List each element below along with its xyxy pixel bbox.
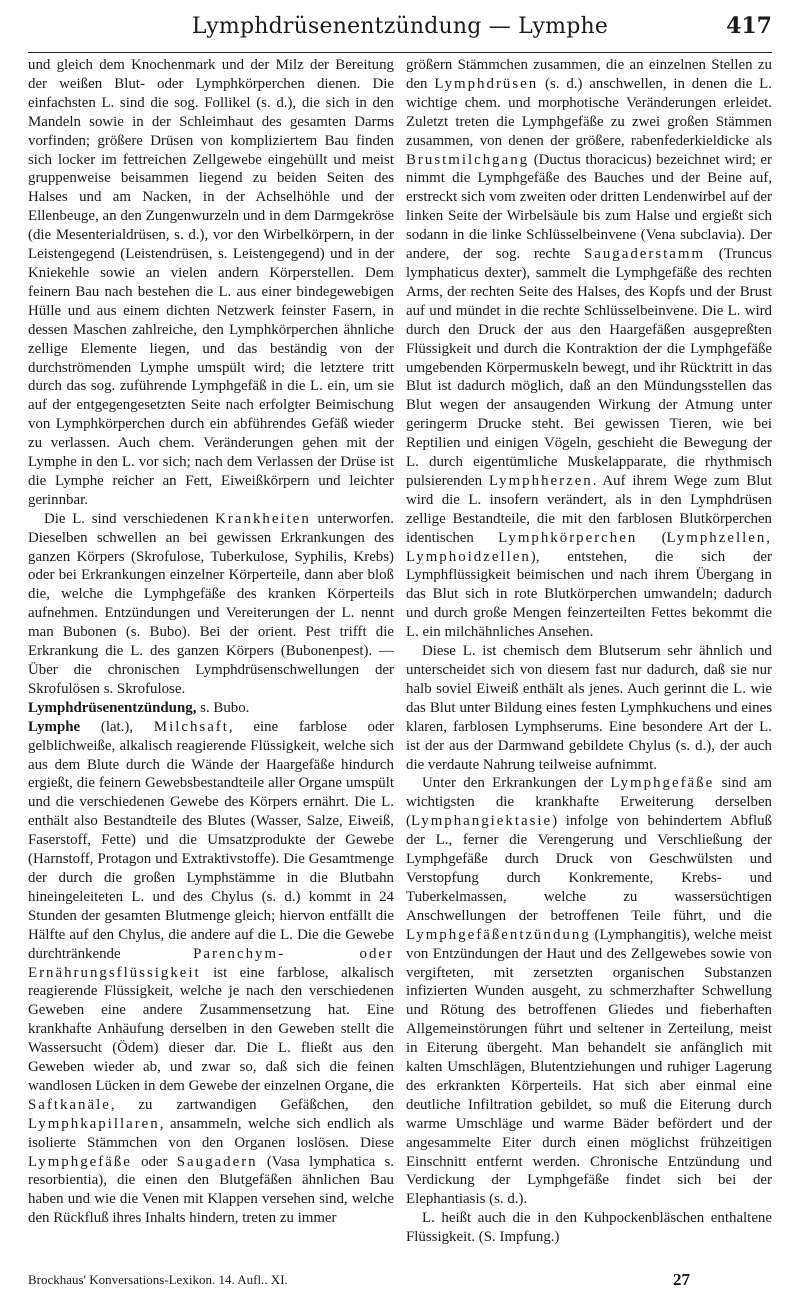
entry-lymphe: Lymphe (lat.), Milchsaft, eine farblose oder gelblichweiße, alkalisch reagierende Flüssigkeit, welche sich aus dem Blute durch die Wände der Haargefäße hindurch ergießt, die feinern Gewebsbestandteile aller Organe umspült und die verschiedenen Gewebe des Körpers ernährt. Die L. enthält also Bestandteile des Blutes (Wasser, Salze, Eiweiß, Faserstoff, Fette) und die Umsatzprodukte der Gewebe (Harnstoff, Protagon und Extraktivstoffe). Die Gesamtmenge der durch die großen Lymphstämme in die Blutbahn hineingeleiteten L. und des Chylus (s. d.) kommt in 24 Stunden der gesamten Blutmenge gleich; hiervon entfällt die Hälfte auf den Chylus, die andere auf die L. Die die Gewebe durchtränkende Parenchym- oder Ernährungsflüssigkeit ist eine farblose, alkalisch reagierende Flüssigkeit, welche je nach den verschiedenen Geweben eine andere Zusammensetzung hat. Eine krankhafte Anhäufung derselben in den Geweben stellt die Wassersucht (Ödem) dieser dar. Die L. fließt aus den Geweben wieder ab, und zwar so, daß sich die feinen wandlosen Lücken in dem Gewebe der einzelnen Organe, die Saftkanäle, zu zartwandigen Gefäßchen, den Lymphkapillaren, ansammeln, welche sich endlich als isolierte Stämmchen von den Organen loslösen. Diese Lymphgefäße oder Saugadern (Vasa lymphatica s. resorbientia), die einen den Blutgefäßen ähnlichen Bau haben und wie die Venen mit Klappen versehen sind, welche den Rückfluß ihres Inhalts hindern, treten zu immer — [28, 718, 394, 1227]
headword: Lymphe — [28, 718, 81, 735]
right-column — [406, 56, 772, 1266]
signature-mark: 27 — [673, 1270, 690, 1289]
page-header — [28, 8, 772, 48]
running-title: Lymphdrüsenentzündung — Lymphe — [191, 14, 609, 39]
headword: Lymphdrüsenentzündung, — [28, 699, 197, 716]
paragraph: Unter den Erkrankungen der Lymphgefäße sind am wichtigsten die krankhafte Erweiterung derselben (Lymphangiektasie) infolge von behindertem Abfluß der L., ferner die Verengerung und Verschließung der Lymphgefäße durch Druck von Geschwülsten und Verstopfung durch Konkremente, Krebs- und Tuberkelmassen, welche zu wassersüchtigen Anschwellungen der betroffenen Teile führt, und die Lymphgefäßentzündung (Lymphangitis), welche meist von Entzündungen der Haut und des Zellgewebes sowie von vergifteten, mit zersetzten organischen Substanzen infizierten Wunden ausgeht, zu schmerzhafter Schwellung und Rötung des betroffenen Gliedes und fieberhaften Allgemeinstörungen führt und seltener in Zerteilung, meist in Eiterung übergeht. Man behandelt sie anfänglich mit kalten Umschlägen, Blutentziehungen und ruhiger Lagerung des erkrankten Körperteils. Hat sich aber einmal eine deutliche Infiltration gebildet, so muß die Eiterung durch warme Umschläge und warme Bäder befördert und der angesammelte Eiter durch einen möglichst frühzeitigen Einschnitt entfernt werden. Chronische Entzündung und Verdickung der Lymphgefäße findet sich bei der Elephantiasis (s. d.). — [406, 775, 772, 1208]
page-number: 417 — [726, 13, 772, 39]
header-rule — [28, 52, 772, 53]
paragraph: größern Stämmchen zusammen, die an einzelnen Stellen zu den Lymphdrüsen (s. d.) anschwellen, in denen die L. wichtige chem. und morphotische Veränderungen erleidet. Zuletzt treten die Lymphgefäße zu zwei großen Stämmen zusammen, von denen der größere, rabenfederkieldicke als Brustmilchgang (Ductus thoracicus) bezeichnet wird; er nimmt die Lymphgefäße des Bauches und der Beine auf, erstreckt sich vom zweiten oder dritten Lendenwirbel auf der linken Seite der Wirbelsäule bis zum Halse und ergießt sich sodann in die linke Schlüsselbeinvene (Vena subclavia). Der andere, der sog. rechte Saugaderstamm (Truncus lymphaticus dexter), sammelt die Lymphgefäße des rechten Arms, der rechten Seite des Halses, des Kopfs und der Brust auf und mündet in die rechte Schlüsselbeinvene. Die L. wird durch den Druck der aus den Haargefäßen ausgepreßten Flüssigkeit und durch die Kontraktion der die Lymphgefäße umgebenden Körpermuskeln bewegt, und ihr Rücktritt in das Blut ist dadurch möglich, daß an den Mündungsstellen das Blut wegen der ansaugenden Wirkung der Atmung unter geringerm Drucke steht. Bei gewissen Tieren, wie bei Reptilien und einigen Vögeln, geschieht die Bewegung der L. durch eigentümliche Muskelapparate, die rhythmisch pulsierenden Lymphherzen. Auf ihrem Wege zum Blut wird die L. insofern verändert, als in den Lymphdrüsen zellige Bestandteile, die mit den farblosen Blutkörperchen identischen Lymphkörperchen (Lymphzellen, Lymphoidzellen), entstehen, die sich der Lymphflüssigkeit beimischen und nach ihrem Übergang in das Blut sich in rote Blutkörperchen umwandeln; dadurch und durch große Mengen feinzerteilten Fettes bekommt die L. ein milchähnliches Ansehen. — [406, 57, 772, 641]
imprint: Brockhaus' Konversations-Lexikon. 14. Aufl.. XI. — [28, 1272, 288, 1287]
paragraph: und gleich dem Knochenmark und der Milz der Bereitung der weißen Blut- oder Lymphkörperchen dienen. Die einfachsten L. sind die sog. Follikel (s. d.), die sich in den Mandeln sowie in der Schleimhaut des gesamten Darms vorfinden; größere Drüsen von kompliziertem Bau finden sich locker im fettreichen Zellgewebe eingehüllt und meist gruppenweise beisammen liegend zu beiden Seiten des Halses und am Nacken, in der Achselhöhle und der Ellenbeuge, an den Zungenwurzeln und in dem Darmgekröse (die Mesenterialdrüsen, s. d.), vor den Wirbelkörpern, in der Leistengegend (Leistendrüsen, s. Leistengegend) und in der Kniekehle sowie an vielen andern Körperstellen. Dem feinern Bau nach bestehen die L. aus einer bindegewebigen Hülle und aus einem dichten Netzwerk feinster Fasern, in dessen Maschen zahlreiche, den Lymphkörperchen ähnliche zellige Elemente liegen, und das beständig von der durchströmenden Lymphe umspült wird; die letztere tritt durch das sog. zuführende Lymphgefäß in die L. ein, um sie auf der entgegengesetzten Seite nach erfolgter Beimischung von Lymphkörperchen durch ein abführendes Gefäß wieder zu verlassen. Auch chem. Veränderungen gehen mit der Lymphe in den L. vor sich; nach dem Verlassen der Drüse ist die Lymphe reicher an Fett, Eiweißkörpern und leichter gerinnbar. — [28, 57, 394, 508]
paragraph: Diese L. ist chemisch dem Blutserum sehr ähnlich und unterscheidet sich von diesem fast nur dadurch, daß sie nur halb soviel Eiweiß enthält als jenes. Auch gerinnt die L. wie das Blut unter Bildung eines festen Lymphkuchens und eines klaren, farblosen Lymphserums. Eine besondere Art der L. ist der aus der Darmwand gebildete Chylus (s. d.), der auch die verdaute Nahrung teilweise aufnimmt. — [406, 643, 772, 773]
paragraph: L. heißt auch die in den Kuhpockenbläschen enthaltene Flüssigkeit. (S. Impfung.) — [406, 1210, 772, 1246]
entry-lymphdruesenentzuendung: Lymphdrüsenentzündung, s. Bubo. — [28, 699, 250, 716]
left-column — [28, 56, 394, 1266]
paragraph: Die L. sind verschiedenen Krankheiten unterworfen. Dieselben schwellen an bei gewissen Erkrankungen des ganzen Körpers (Skrofulose, Tuberkulose, Syphilis, Krebs) oder bei Erkrankungen einzelner Körperteile, dann aber bloß die, welche die Lymphgefäße des kranken Körperteils aufnehmen. Entzündungen und Vereiterungen der L. nennt man Bubonen (s. Bubo). Bei der orient. Pest trifft die Erkrankung die L. des ganzen Körpers (Bubonenpest). — Über die chronischen Lymphdrüsenschwellungen der Skrofulösen s. Skrofulose. — [28, 510, 394, 697]
page-footer — [28, 1270, 772, 1300]
